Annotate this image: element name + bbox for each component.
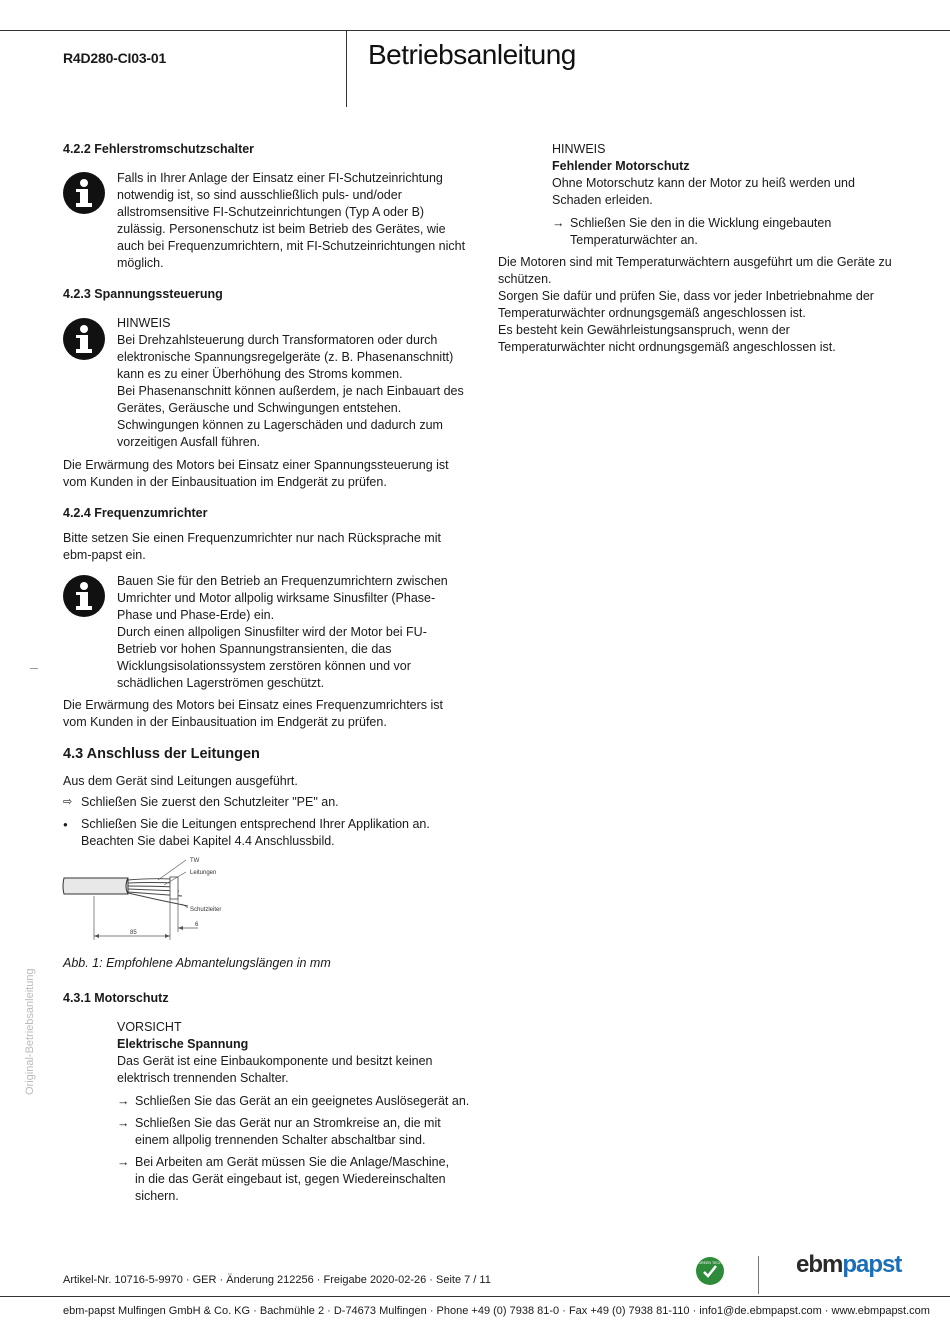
footer-rule (0, 1296, 950, 1297)
heading-4-2-2: 4.2.2 Fehlerstromschutzschalter (63, 142, 255, 156)
notice-label: HINWEIS (552, 142, 606, 156)
caution-block (117, 1019, 432, 1087)
doc-number: R4D280-CI03-01 (63, 50, 167, 66)
double-arrow-icon: ⇨ (63, 796, 73, 808)
text-line: zulässig. Personenschutz ist beim Betrieb des Gerätes, wie (117, 222, 446, 236)
text-4-3-intro: Aus dem Gerät sind Leitungen ausgeführt. (63, 774, 298, 788)
text-line: schützen. (498, 272, 552, 286)
text-line: Betrieb vor hohen Spannungstransienten, die das (117, 642, 392, 656)
arrow-right-icon: → (117, 1155, 130, 1169)
text-block-4-2-4-intro (63, 530, 441, 564)
text-line: Bei Arbeiten am Gerät müssen Sie die Anlage/Maschine, (135, 1155, 450, 1169)
text-line: Phase und Phase-Erde) ein. (117, 608, 275, 622)
greentech-badge (696, 1257, 724, 1285)
text-line: sichern. (135, 1189, 179, 1203)
heading-4-2-4: 4.2.4 Frequenzumrichter (63, 506, 208, 520)
text-block-4-2-4-after (63, 697, 443, 731)
fold-mark (30, 668, 38, 669)
step-text: Schließen Sie zuerst den Schutzleiter "PE" an. (81, 795, 339, 809)
text-line: Temperaturwächter nicht ordnungsgemäß angeschlossen ist. (498, 340, 836, 354)
heading-4-3: 4.3 Anschluss der Leitungen (63, 746, 260, 762)
text-block-4-2-3-after (63, 457, 449, 491)
label-schutzleiter: Schutzleiter (190, 907, 222, 913)
text-block-4-2-4 (117, 573, 448, 692)
arrow-right-icon: → (117, 1116, 130, 1130)
caution-title: Elektrische Spannung (117, 1037, 249, 1051)
label-tw: TW (190, 858, 200, 864)
text-line: Temperaturwächter an. (570, 233, 698, 247)
text-line: Sorgen Sie dafür und prüfen Sie, dass vor jeder Inbetriebnahme der (498, 289, 874, 303)
text-line: Schaden erleiden. (552, 193, 653, 207)
footer-logo-divider (758, 1256, 759, 1294)
footer-company: ebm-papst Mulfingen GmbH & Co. KG · Bachmühle 2 · D-74673 Mulfingen · Phone +49 (0) 7938 81-0 · Fax +49 (0) 7938 81-110 · info1@de.ebmpapst.com · www.ebmpapst.com (63, 1305, 930, 1317)
arrow-right-icon: → (552, 216, 565, 230)
text-line: einem allpolig trennenden Schalter abschaltbar sind. (135, 1133, 426, 1147)
info-icon (63, 172, 105, 214)
info-icon (63, 318, 105, 360)
text-line: Das Gerät ist eine Einbaukomponente und besitzt keinen (117, 1054, 433, 1068)
text-line: Schließen Sie das Gerät nur an Stromkreise an, die mit (135, 1116, 441, 1130)
notice-title: Fehlender Motorschutz (552, 159, 690, 173)
bullet-icon: ● (63, 820, 68, 829)
cable-stripping-figure (58, 852, 258, 944)
text-line: vorzeitigen Ausfall führen. (117, 435, 261, 449)
text-line: Die Erwärmung des Motors bei Einsatz eines Frequenzumrichters ist (63, 698, 444, 712)
header-top-rule (0, 30, 950, 31)
text-line: Bauen Sie für den Betrieb an Frequenzumrichtern zwischen (117, 574, 448, 588)
figure-caption: Abb. 1: Empfohlene Abmantelungslängen in mm (63, 956, 331, 970)
text-line: Die Erwärmung des Motors bei Einsatz einer Spannungssteuerung ist (63, 458, 449, 472)
text-line: Gerätes, Geräusche und Schwingungen entstehen. (117, 401, 402, 415)
footer-article: Artikel-Nr. 10716-5-9970 · GER · Änderung 212256 · Freigabe 2020-02-26 · Seite 7 / 11 (63, 1274, 491, 1286)
text-line: in die das Gerät eingebaut ist, gegen Wiedereinschalten (135, 1172, 446, 1186)
arrow-right-icon: → (117, 1094, 130, 1108)
text-line: Wicklungsisolationssystem zerstören können und vor (117, 659, 411, 673)
text-line: elektrisch trennenden Schalter. (117, 1071, 289, 1085)
label-dim-6: 6 (195, 922, 199, 928)
text-line: Umrichter und Motor allpolig wirksame Sinusfilter (Phase- (117, 591, 436, 605)
logo-part1: ebm (796, 1251, 843, 1278)
text-line: allstromsensitive FI-Schutzeinrichtungen (Typ A oder B) (117, 205, 425, 219)
text-line: Ohne Motorschutz kann der Motor zu heiß werden und (552, 176, 855, 190)
text-line: Falls in Ihrer Anlage der Einsatz einer FI-Schutzeinrichtung (117, 171, 443, 185)
text-block-4-2-2 (117, 170, 465, 272)
text-line: Bitte setzen Sie einen Frequenzumrichter nur nach Rücksprache mit (63, 531, 441, 545)
caution-label: VORSICHT (117, 1020, 182, 1034)
label-leitungen: Leitungen (190, 870, 217, 876)
heading-4-2-3: 4.2.3 Spannungssteuerung (63, 287, 223, 301)
text-line: vom Kunden in der Einbausituation im Endgerät zu prüfen. (63, 475, 387, 489)
text-line: elektronische Spannungsregelgeräte (z. B. Phasenanschnitt) (117, 350, 454, 364)
text-line: Schließen Sie den in die Wicklung eingebauten (570, 216, 832, 230)
text-line: schädlichen Lagerströmen geschützt. (117, 676, 325, 690)
text-line: möglich. (117, 256, 164, 270)
right-notice-block (552, 141, 855, 209)
ebmpapst-logo (796, 1251, 902, 1278)
text-line: kann es zu einer Überhöhung des Stroms kommen. (117, 367, 403, 381)
text-line: Die Motoren sind mit Temperaturwächtern ausgeführt um die Geräte zu (498, 255, 892, 269)
text-line: notwendig ist, so sind ausschließlich puls- und/oder (117, 188, 402, 202)
heading-4-3-1: 4.3.1 Motorschutz (63, 991, 169, 1005)
text-line: Schwingungen können zu Lagerschäden und dadurch zum (117, 418, 443, 432)
text-line: Schließen Sie das Gerät an ein geeignetes Auslösegerät an. (135, 1094, 470, 1108)
text-line: Bei Drehzahlsteuerung durch Transformatoren oder durch (117, 333, 438, 347)
text-line: Durch einen allpoligen Sinusfilter wird der Motor bei FU- (117, 625, 427, 639)
notice-label: HINWEIS (117, 316, 171, 330)
right-body-block (498, 254, 892, 356)
badge-text: GREEN TECH (698, 1261, 722, 1265)
checkmark-icon (696, 1257, 724, 1285)
text-line: Bei Phasenanschnitt können außerdem, je nach Einbauart des (117, 384, 464, 398)
label-dim-85: 85 (130, 930, 137, 936)
header-divider (346, 30, 347, 107)
text-line: Temperaturwächter ordnungsgemäß angeschlossen ist. (498, 306, 806, 320)
info-icon (63, 575, 105, 617)
text-line: auch bei Frequenzumrichtern, mit FI-Schutzeinrichtungen nicht (117, 239, 466, 253)
logo-part2: papst (842, 1251, 902, 1278)
text-line: vom Kunden in der Einbausituation im Endgerät zu prüfen. (63, 715, 387, 729)
text-line: Es besteht kein Gewährleistungsanspruch, wenn der (498, 323, 790, 337)
doc-title: Betriebsanleitung (368, 39, 576, 70)
side-label: Original-Betriebsanleitung (24, 968, 36, 1095)
text-line: Beachten Sie dabei Kapitel 4.4 Anschlussbild. (81, 834, 335, 848)
notice-block-4-2-3 (117, 315, 464, 451)
text-line: Schließen Sie die Leitungen entsprechend Ihrer Applikation an. (81, 817, 430, 831)
text-line: ebm-papst ein. (63, 548, 146, 562)
